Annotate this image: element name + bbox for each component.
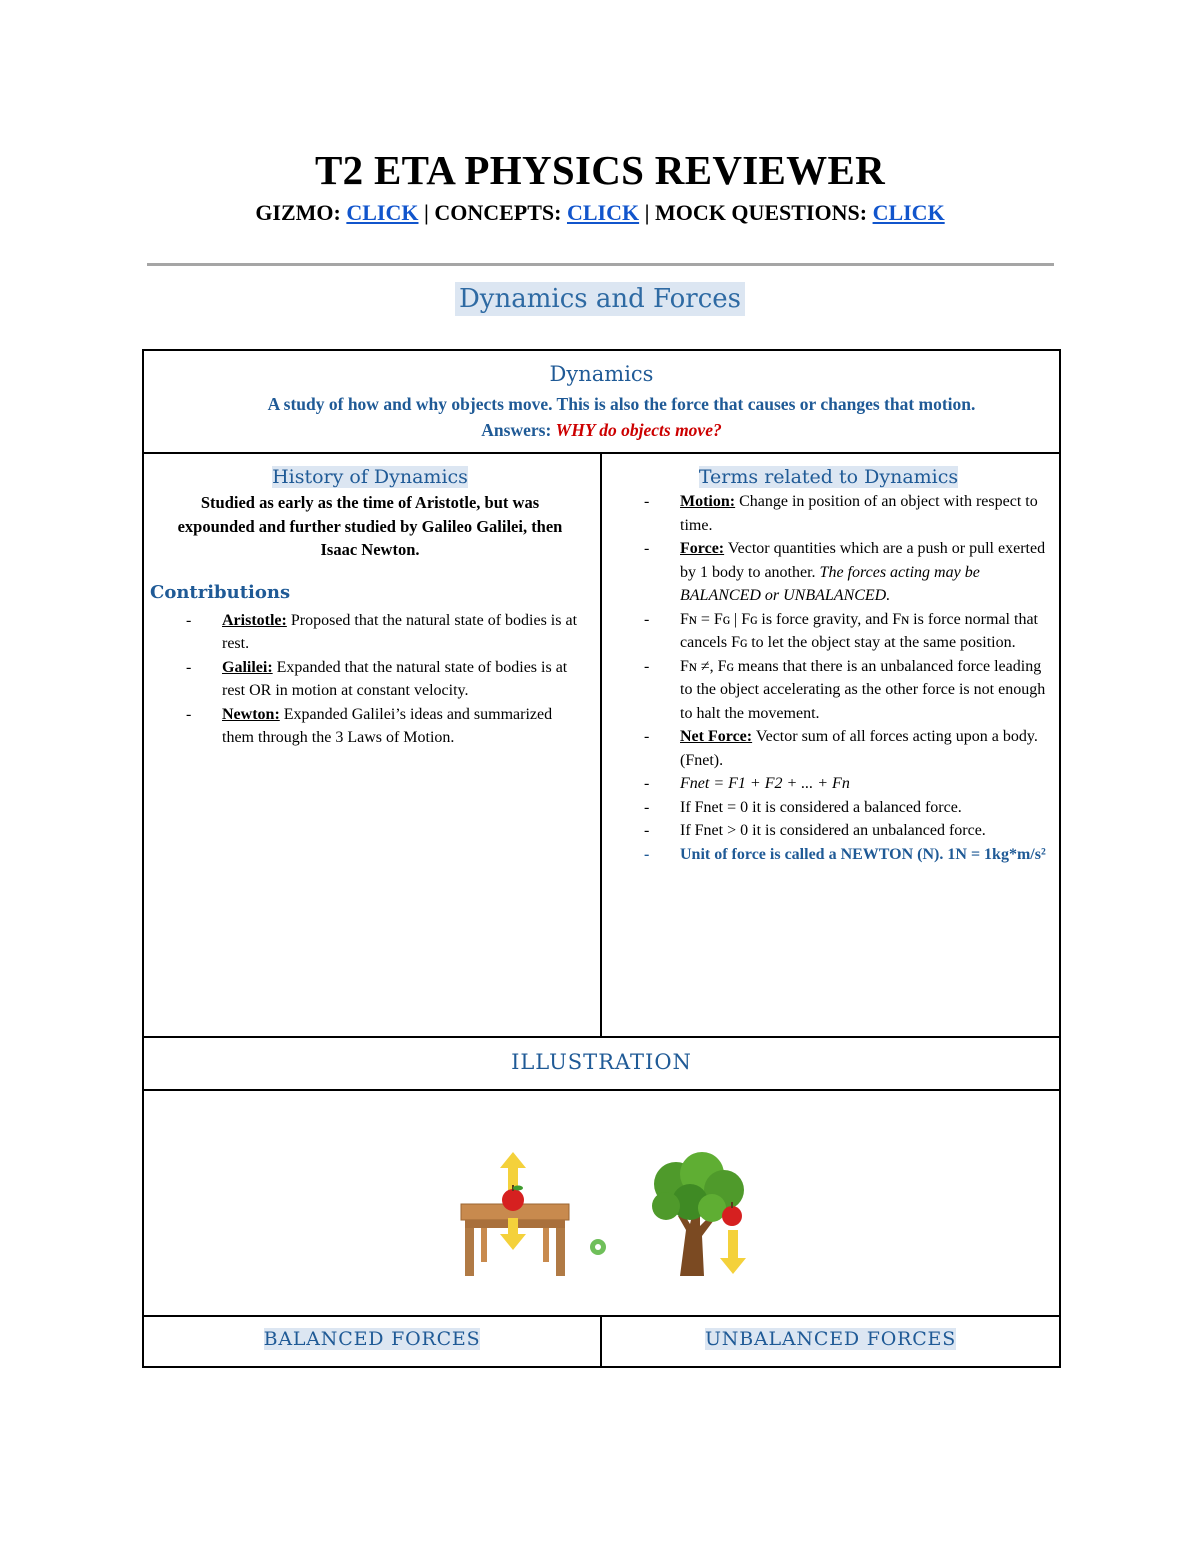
- balanced-cell: [144, 1328, 600, 1350]
- concepts-link[interactable]: CLICK: [566, 200, 640, 225]
- list-item: - Fɴ ≠, Fɢ means that there is an unbalanced force leading to the object accelerating as the other force is not enough to halt the movement.: [644, 655, 1049, 726]
- mock-questions-label: MOCK QUESTIONS:: [654, 200, 868, 225]
- table-row-divider: [142, 1089, 1061, 1091]
- page-title: T2 ETA PHYSICS REVIEWER: [314, 147, 886, 193]
- unbalanced-force-icon: [638, 1150, 754, 1280]
- list-item: - If Fnet > 0 it is considered an unbalanced force.: [644, 819, 1049, 843]
- terms-list-cont: [644, 725, 1049, 772]
- separator: |: [644, 200, 650, 225]
- section-title-text: Dynamics and Forces: [455, 282, 745, 316]
- mock-questions-link[interactable]: CLICK: [872, 200, 945, 225]
- table-border-top: [142, 349, 1061, 351]
- contributions-list: [186, 609, 590, 750]
- terms-list: [644, 490, 1049, 608]
- history-intro: Studied as early as the time of Aristotle, but was expounded and further studied by Galileo Galilei, then Isaac Newton.: [177, 493, 563, 559]
- list-item: - Fɴ = Fɢ | Fɢ is force gravity, and Fɴ is force normal that cancels Fɢ to let the object stay at the same position.: [644, 608, 1049, 655]
- table-border-right: [1059, 349, 1061, 1368]
- section-title: [0, 284, 1200, 314]
- answers-value: WHY do objects move?: [555, 420, 722, 440]
- list-item: - Motion: Change in position of an object with respect to time.: [644, 490, 1049, 537]
- terms-column: [644, 466, 1049, 866]
- net-force-sublist: [644, 772, 1049, 796]
- contributions-heading: Contributions: [150, 581, 291, 603]
- balanced-force-icon: [455, 1148, 575, 1280]
- list-item: - Net Force: Vector sum of all forces acting upon a body. (Fnet).: [644, 725, 1049, 772]
- list-item: - Force: Vector quantities which are a push or pull exerted by 1 body to another. The forces acting may be BALANCED or UNBALANCED.: [644, 537, 1049, 608]
- separator: |: [424, 200, 429, 225]
- dynamics-heading: Dynamics: [549, 362, 654, 386]
- list-item: - Galilei: Expanded that the natural state of bodies is at rest OR in motion at constant velocity.: [186, 656, 580, 703]
- unit-of-force: - Unit of force is called a NEWTON (N). 1N = 1kg*m/s²: [644, 843, 1049, 867]
- history-column: [150, 466, 590, 750]
- dynamics-definition: A study of how and why objects move. This is also the force that causes or changes that motion.: [267, 394, 976, 414]
- force-sublist: [644, 608, 1049, 726]
- table-apple-illustration: [455, 1148, 575, 1280]
- net-force-cases: [644, 796, 1049, 867]
- gizmo-label: GIZMO:: [255, 200, 341, 225]
- tree-apple-illustration: [638, 1150, 754, 1280]
- net-force-formula: - Fnet = F1 + F2 + ... + Fn: [644, 772, 1049, 796]
- illustration-heading: ILLUSTRATION: [511, 1050, 692, 1074]
- concepts-label: CONCEPTS:: [434, 200, 562, 225]
- answers-label: Answers:: [481, 420, 552, 440]
- terms-heading: Terms related to Dynamics: [698, 466, 959, 488]
- unbalanced-cell: [602, 1328, 1059, 1350]
- balanced-forces-label: BALANCED FORCES: [263, 1328, 481, 1350]
- table-border-left: [142, 349, 144, 1368]
- unbalanced-forces-label: UNBALANCED FORCES: [704, 1328, 957, 1350]
- horizontal-rule: [147, 263, 1054, 266]
- list-item: - Newton: Expanded Galilei’s ideas and summarized them through the 3 Laws of Motion.: [186, 703, 580, 750]
- list-item: - Aristotle: Proposed that the natural state of bodies is at rest.: [186, 609, 580, 656]
- link-bar: [0, 200, 1200, 226]
- loading-icon: [587, 1236, 609, 1258]
- dynamics-answers: [142, 420, 1061, 441]
- history-heading: History of Dynamics: [272, 466, 468, 488]
- list-item: - If Fnet = 0 it is considered a balanced force.: [644, 796, 1049, 820]
- table-column-divider: [600, 452, 602, 1037]
- gizmo-link[interactable]: CLICK: [346, 200, 419, 225]
